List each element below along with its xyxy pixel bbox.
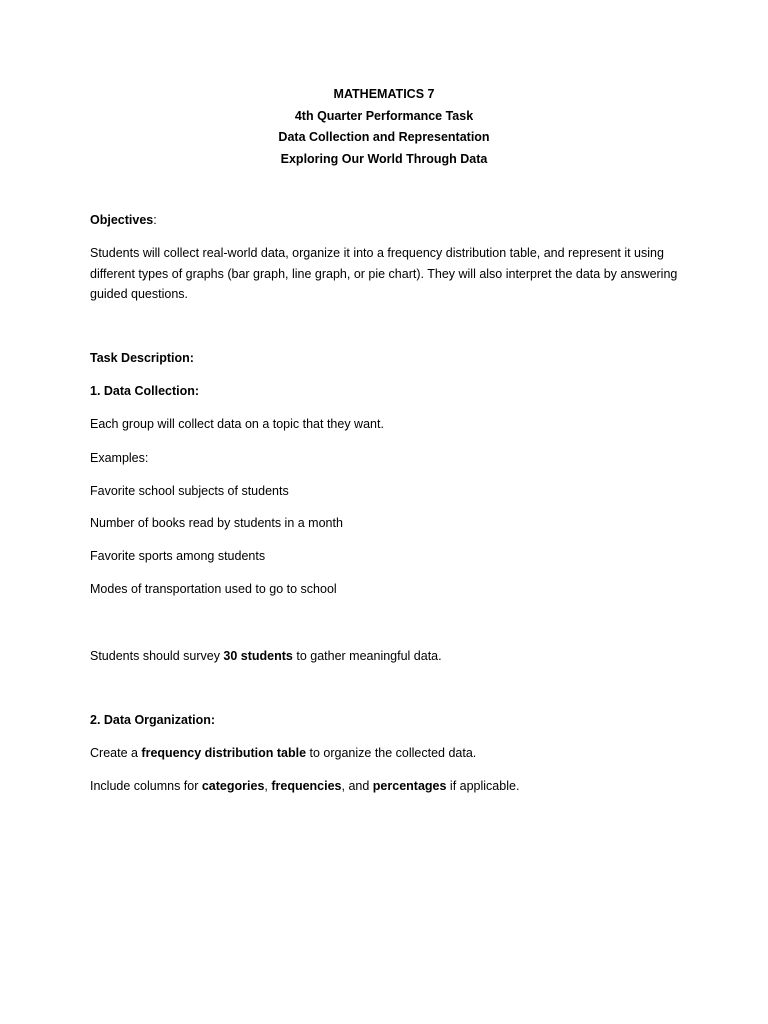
include-text-pre: Include columns for: [90, 779, 202, 793]
example-item: Favorite school subjects of students: [90, 484, 289, 498]
column-frequencies: frequencies: [271, 779, 342, 793]
data-organization-heading: 2. Data Organization:: [90, 713, 216, 727]
survey-text-post: to gather meaningful data.: [292, 649, 442, 663]
table-type: frequency distribution table: [141, 746, 307, 760]
survey-count: 30 students: [223, 649, 293, 663]
data-collection-heading: 1. Data Collection:: [90, 384, 200, 398]
objectives-heading: [90, 212, 157, 229]
example-item: Modes of transportation used to go to school: [90, 582, 337, 596]
topic-title: Data Collection and Representation: [278, 130, 490, 144]
columns-instruction: [90, 778, 519, 795]
objectives-colon: :: [153, 213, 157, 227]
create-text-pre: Create a: [90, 746, 142, 760]
example-item: Number of books read by students in a month: [90, 516, 343, 530]
include-separator: , and: [341, 779, 373, 793]
objectives-paragraph: Students will collect real-world data, organize it into a frequency distribution table, and represent it using different types of graphs (bar graph, line graph, or pie chart). They will also interpret the data by answering guided questions.: [90, 246, 678, 301]
collection-intro: Each group will collect data on a topic that they want.: [90, 417, 384, 431]
create-text-post: to organize the collected data.: [306, 746, 477, 760]
include-separator: ,: [264, 779, 272, 793]
example-item: Favorite sports among students: [90, 549, 266, 563]
subtitle: Exploring Our World Through Data: [280, 152, 488, 166]
survey-text-pre: Students should survey: [90, 649, 224, 663]
examples-label: Examples:: [90, 451, 149, 465]
include-text-post: if applicable.: [446, 779, 520, 793]
task-title: 4th Quarter Performance Task: [294, 109, 474, 123]
survey-instruction: [90, 648, 442, 665]
objectives-label: Objectives: [90, 213, 154, 227]
column-percentages: percentages: [372, 779, 447, 793]
column-categories: categories: [201, 779, 265, 793]
task-description-heading: Task Description:: [90, 351, 194, 365]
course-title: MATHEMATICS 7: [333, 87, 435, 101]
create-table-instruction: [90, 745, 476, 762]
